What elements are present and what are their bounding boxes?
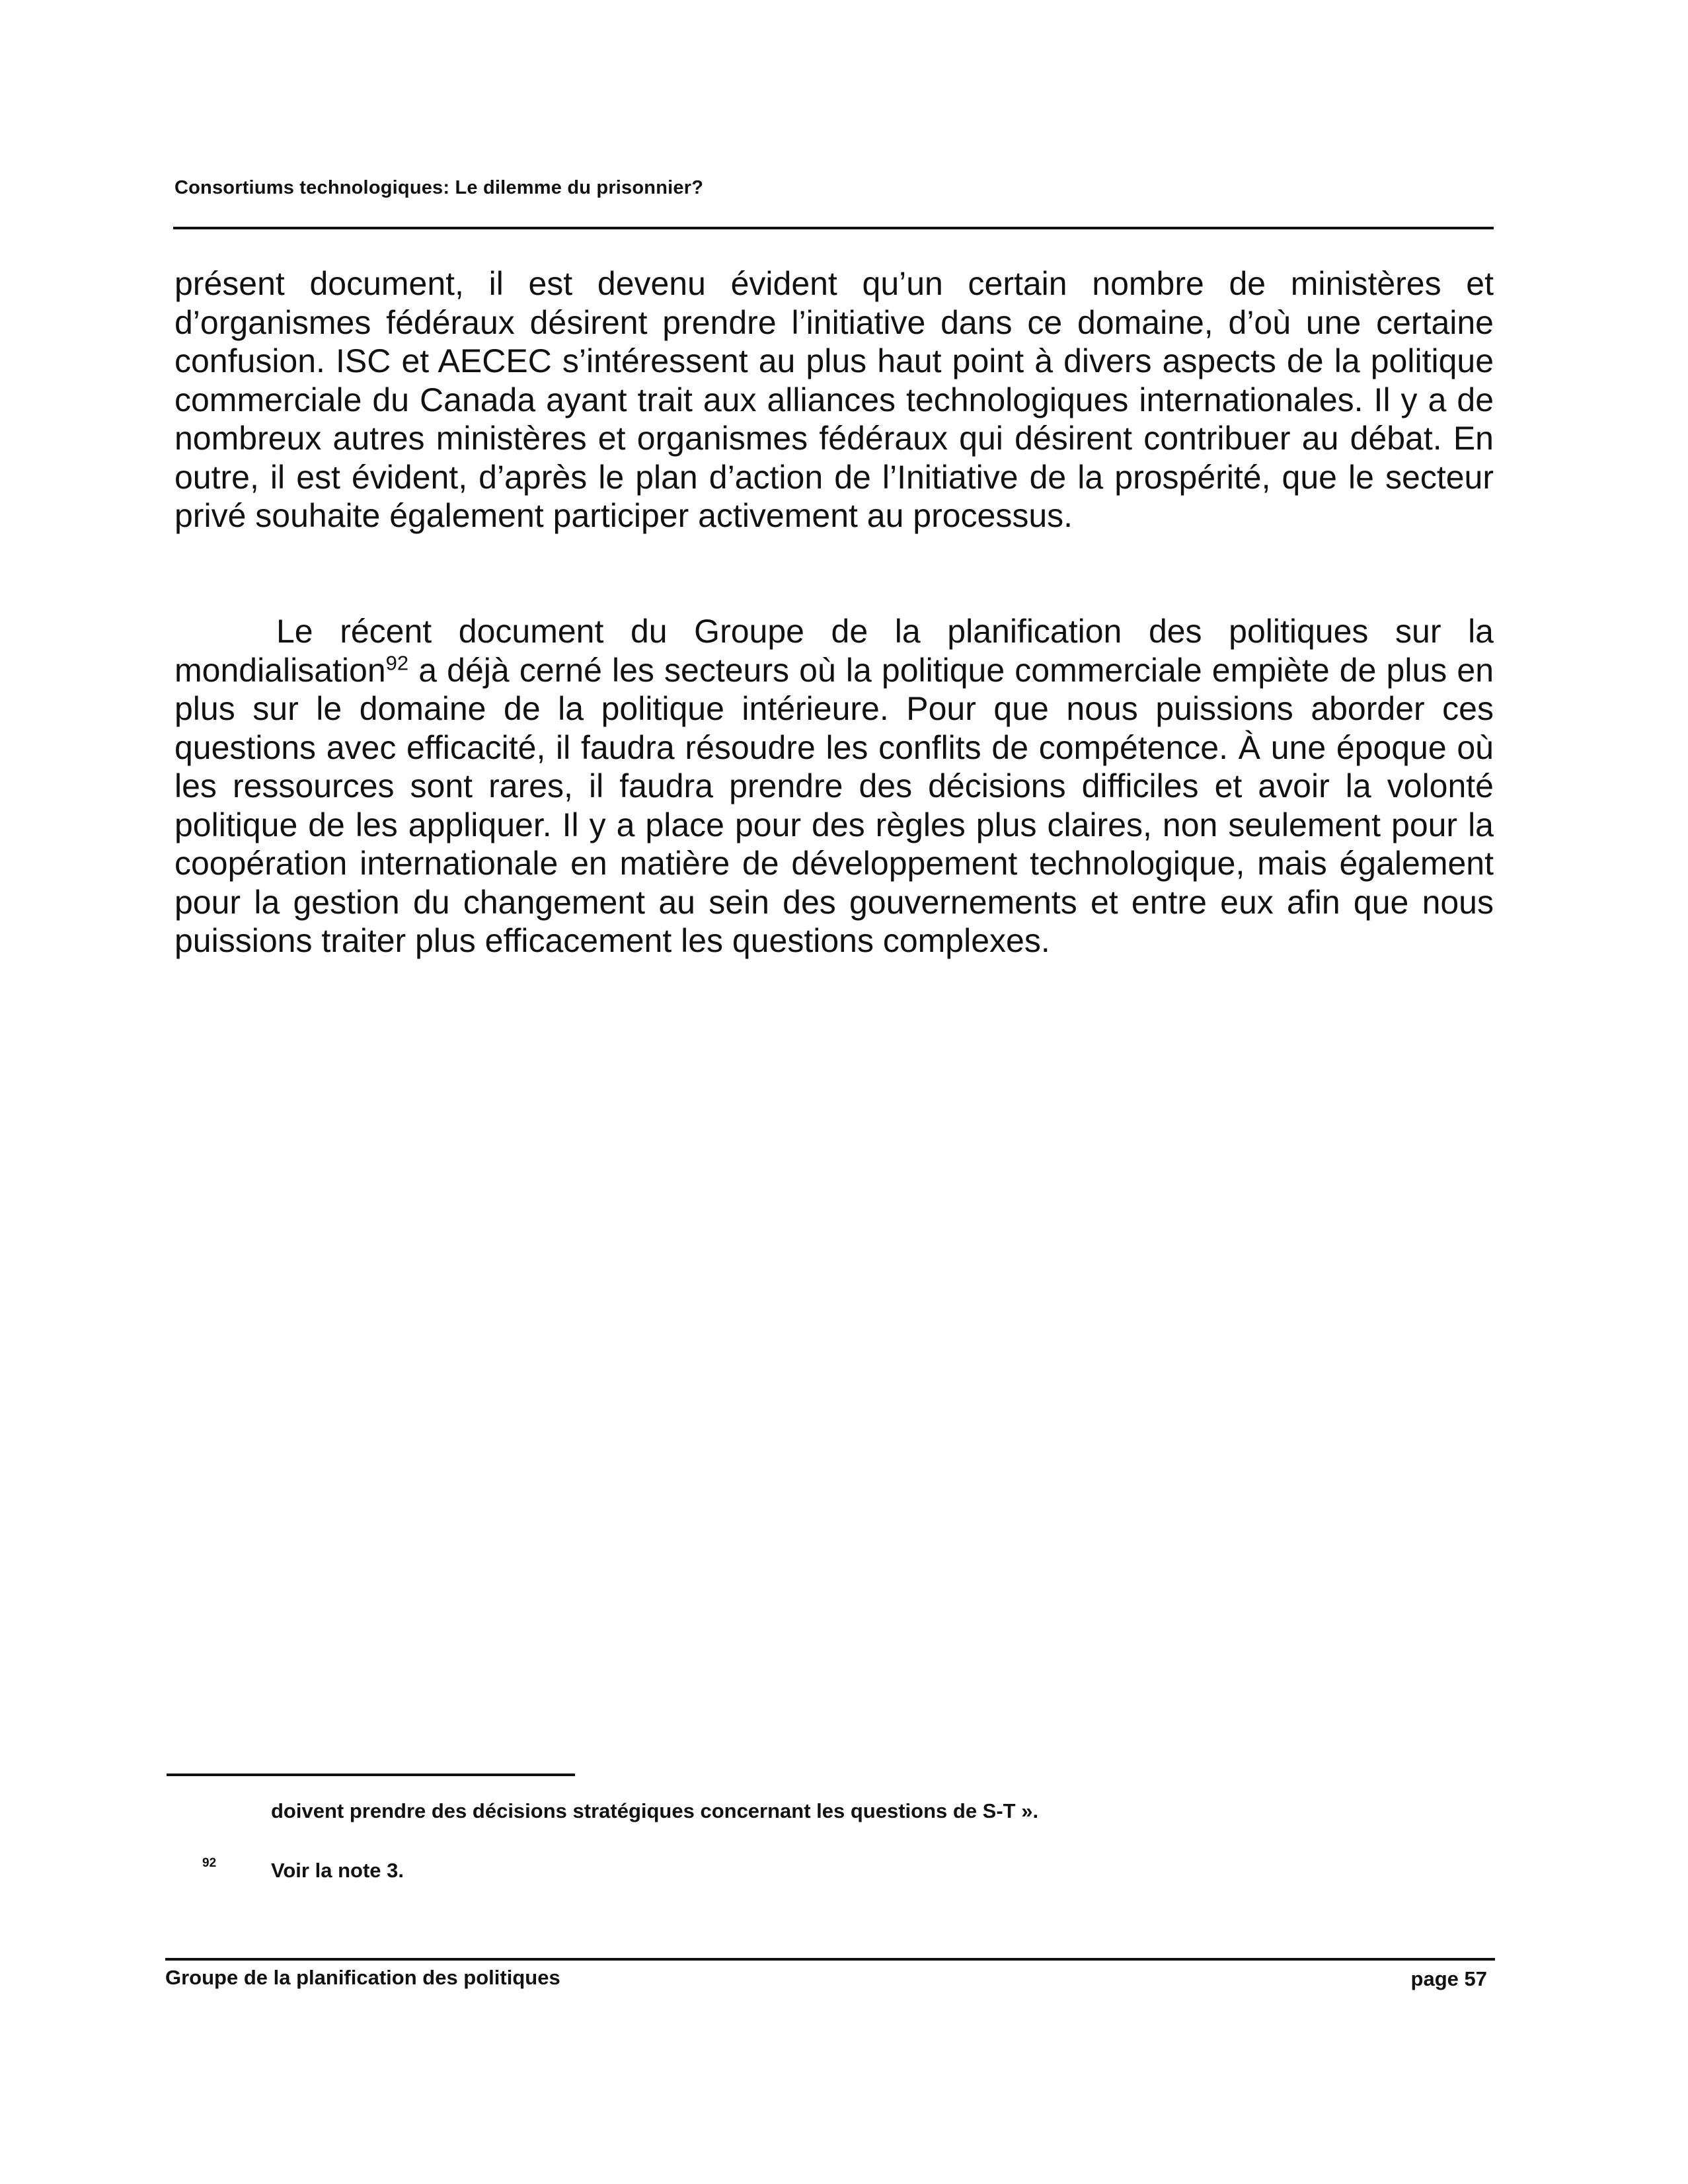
running-header: Consortiums technologiques: Le dilemme du prisonnier?	[174, 177, 704, 198]
footnote-continuation: doivent prendre des décisions stratégiques concernant les questions de S-T ».	[271, 1799, 1039, 1822]
footnote-reference-92: 92	[385, 650, 409, 674]
header-rule	[173, 227, 1494, 229]
footnote-92-text: Voir la note 3.	[271, 1859, 404, 1882]
page-number: page 57	[1410, 1967, 1487, 1990]
footer-organization: Groupe de la planification des politiques	[165, 1966, 560, 1989]
body-paragraph-2	[174, 612, 1494, 960]
footnote-separator	[167, 1774, 575, 1776]
footer-rule	[165, 1958, 1495, 1961]
paragraph-2-text-end: a déjà cerné les secteurs où la politique commerciale empiète de plus en plus sur le domaine de la politique intérieure. Pour que nous puissions aborder ces questions avec efficacité, il faudra résoudre les conflits de compétence. À une époque où les ressources sont rares, il faudra prendre des décisions difficiles et avoir la volonté politique de les appliquer. Il y a place pour des règles plus claires, non seulement pour la coopération internationale en matière de développement technologique, mais également pour la gestion du changement au sein des gouvernements et entre eux afin que nous puissions traiter plus efficacement les questions complexes.	[174, 651, 1494, 959]
paragraph-2-text-start: Le récent document du Groupe de la planification des politiques sur la mondialisation	[174, 613, 1494, 689]
footnote-92-marker: 92	[202, 1856, 217, 1870]
body-paragraph-1: présent document, il est devenu évident qu’un certain nombre de ministères et d’organismes fédéraux désirent prendre l’initiative dans ce domaine, d’où une certaine confusion. ISC et AECEC s’intéressent au plus haut point à divers aspects de la politique commerciale du Canada ayant trait aux alliances technologiques internationales. Il y a de nombreux autres ministères et organismes fédéraux qui désirent contribuer au débat. En outre, il est évident, d’après le plan d’action de l’Initiative de la prospérité, que le secteur privé souhaite également participer activement au processus.	[174, 265, 1494, 534]
